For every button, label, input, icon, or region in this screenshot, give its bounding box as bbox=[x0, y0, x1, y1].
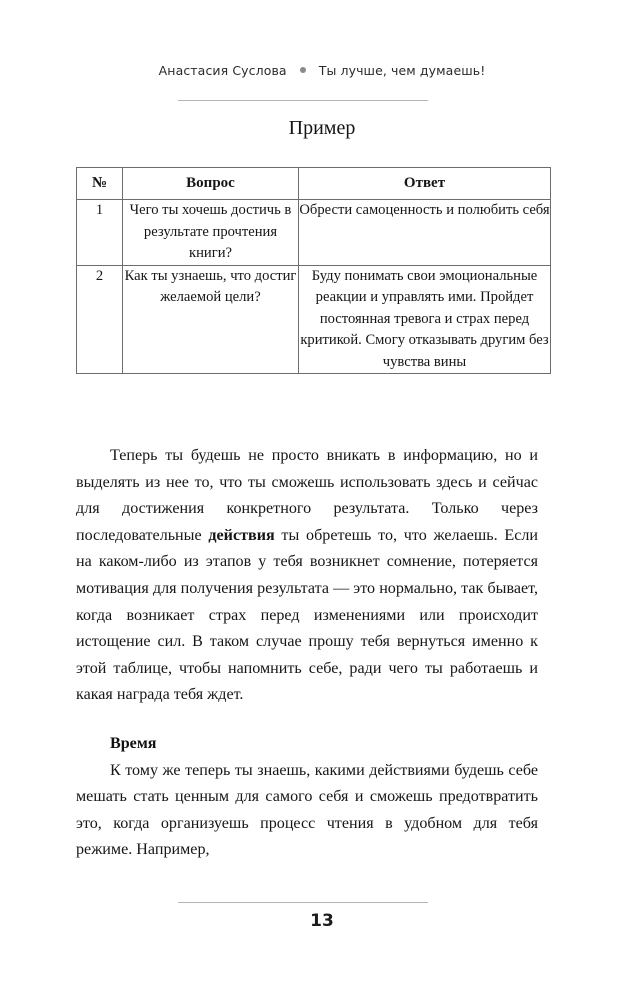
bullet-dot-icon bbox=[300, 67, 306, 73]
running-head-book-title: Ты лучше, чем думаешь! bbox=[318, 63, 486, 78]
table-header-row bbox=[77, 168, 551, 200]
running-head bbox=[0, 63, 644, 78]
table-header-question: Вопрос bbox=[123, 168, 299, 200]
table-row bbox=[77, 200, 551, 266]
table-cell-question: Как ты узнаешь, что достиг желаемой цели? bbox=[123, 265, 299, 374]
paragraph-one-emphasis: действия bbox=[208, 526, 275, 544]
table-row bbox=[77, 265, 551, 374]
table-cell-number: 2 bbox=[77, 265, 123, 374]
paragraph-one-lead: Теперь ты будешь не просто вникать в информацию, но и выделять из нее то, что ты сможешь использовать здесь и сейчас для достижения конкретного результата. Только через последовательные bbox=[76, 447, 538, 544]
subheading-time: Время bbox=[110, 734, 157, 752]
running-head-author: Анастасия Суслова bbox=[158, 63, 287, 78]
paragraph-two: К тому же теперь ты знаешь, какими действиями будешь себе мешать стать ценным для самого себя и сможешь предотвратить это, когда организуешь процесс чтения в удобном для тебя режиме. Например, bbox=[76, 761, 538, 859]
example-table bbox=[76, 167, 551, 374]
table-header-answer: Ответ bbox=[299, 168, 551, 200]
table-cell-answer: Обрести самоценность и полюбить себя bbox=[299, 200, 551, 266]
paragraph-one bbox=[76, 443, 538, 709]
example-table-wrapper bbox=[76, 167, 550, 374]
paragraph-one-tail: ты обретешь то, что желаешь. Если на каком-либо из этапов у тебя возникнет сомнение, потеряется мотивация для получения результата — это нормально, так бывает, когда возникает страх перед изменениями или происходит истощение сил. В таком случае прошу тебя вернуться именно к этой таблице, чтобы напомнить себе, ради чего ты работаешь и какая награда тебя ждет. bbox=[76, 526, 538, 704]
footer-divider bbox=[178, 902, 428, 903]
page-title: Пример bbox=[288, 117, 356, 139]
table-cell-answer: Буду понимать свои эмоциональные реакции и управлять ими. Пройдет постоянная тревога и страх перед критикой. Смогу отказывать другим без чувства вины bbox=[299, 265, 551, 374]
header-divider bbox=[178, 100, 428, 101]
page-number: 13 bbox=[310, 911, 334, 931]
table-header-number: № bbox=[77, 168, 123, 200]
body-text bbox=[76, 443, 538, 864]
table-cell-question: Чего ты хочешь достичь в результате прочтения книги? bbox=[123, 200, 299, 266]
table-cell-number: 1 bbox=[77, 200, 123, 266]
